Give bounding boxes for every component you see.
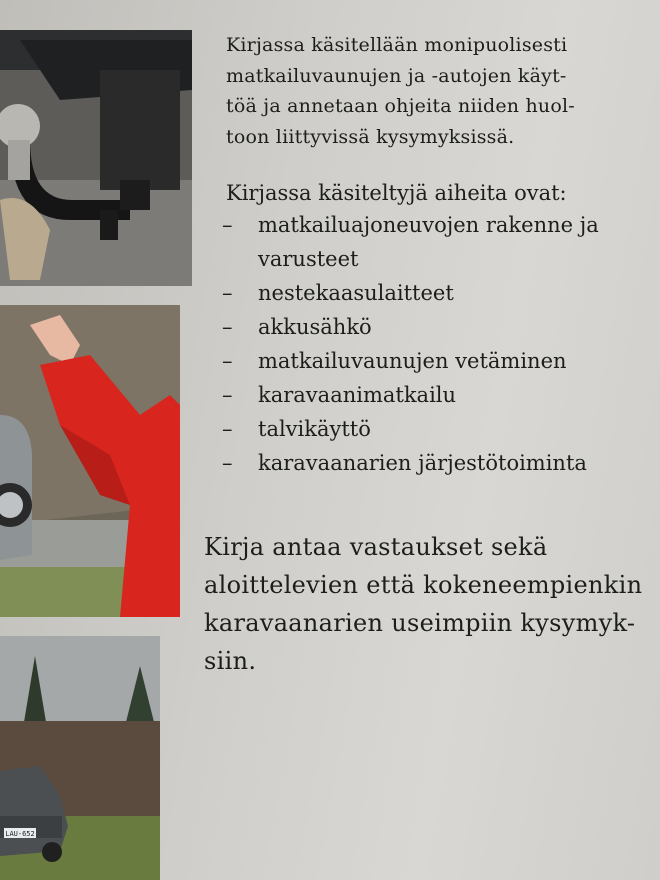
list-item-label: matkailuajoneuvojen rakenne ja [258, 213, 599, 237]
list-item [222, 310, 642, 344]
outro-line: karavaanarien useimpiin kysymyk- [204, 609, 636, 637]
intro-line: Kirjassa käsitellään monipuolisesti [226, 34, 568, 56]
topics-heading: Kirjassa käsiteltyjä aiheita ovat: [226, 181, 567, 205]
list-item-label: karavaanarien järjestötoiminta [258, 451, 587, 475]
dash-bullet: – [222, 451, 233, 475]
list-item [222, 208, 642, 242]
list-item [222, 378, 642, 412]
list-item [222, 412, 642, 446]
list-item-label: talvikäyttö [258, 417, 371, 441]
towbar-photo [0, 30, 192, 286]
intro-paragraph [226, 30, 636, 152]
dash-bullet: – [222, 213, 233, 237]
dash-bullet: – [222, 315, 233, 339]
outro-line: siin. [204, 647, 257, 675]
dash-bullet: – [222, 349, 233, 373]
dash-bullet: – [222, 383, 233, 407]
parked-car-photo [0, 636, 160, 880]
parked-car-illustration [0, 636, 160, 880]
outro-paragraph [204, 528, 654, 680]
towbar-illustration [0, 30, 192, 286]
list-item-label: varusteet [258, 247, 359, 271]
list-item-label: nestekaasulaitteet [258, 281, 454, 305]
list-item-continuation [222, 242, 642, 276]
child-waving-photo [0, 305, 180, 617]
list-item [222, 446, 642, 480]
intro-line: matkailuvaunujen ja -autojen käyt- [226, 64, 567, 87]
dash-bullet: – [222, 281, 233, 305]
list-item [222, 344, 642, 378]
outro-line: aloittelevien että kokeneempienkin [204, 571, 643, 599]
outro-line: Kirja antaa vastaukset sekä [204, 533, 548, 561]
list-item-label: matkailuvaunujen vetäminen [258, 349, 567, 373]
intro-line: toon liittyvissä kysymyksissä. [226, 125, 515, 148]
list-item-label: akkusähkö [258, 315, 372, 339]
child-waving-illustration [0, 305, 180, 617]
dash-bullet: – [222, 417, 233, 441]
list-item [222, 276, 642, 310]
license-plate-text: LAU-652 [5, 830, 35, 838]
topics-list [222, 208, 642, 480]
list-item-label: karavaanimatkailu [258, 383, 457, 407]
intro-line: töä ja annetaan ohjeita niiden huol- [226, 95, 575, 117]
